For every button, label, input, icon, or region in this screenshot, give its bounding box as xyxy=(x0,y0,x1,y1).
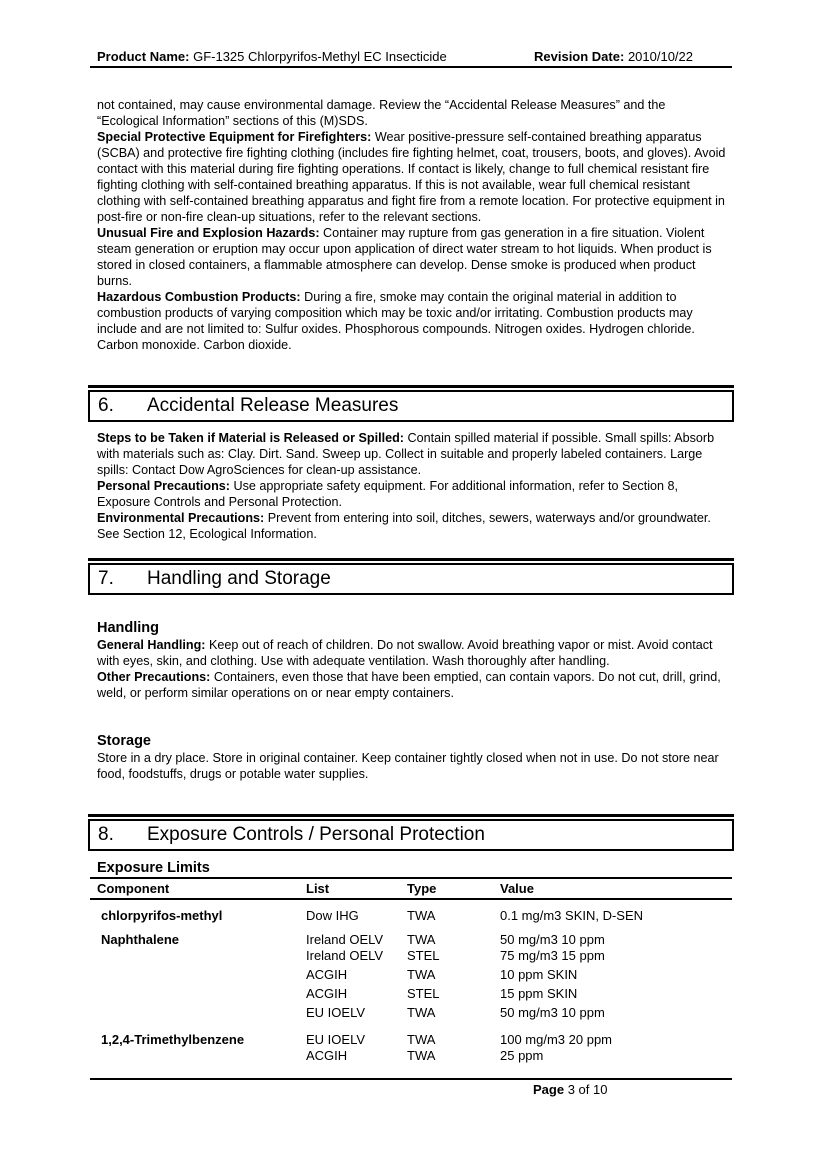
page-number: Page 3 of 10 xyxy=(533,1082,608,1097)
general-handling: General Handling: Keep out of reach of children. Do not swallow. Avoid breathing vapor or mist. Avoid contact with eyes, skin, and clothing. Use with adequate ventilation. Wash thoroughly after handling. xyxy=(97,638,713,668)
column-header-list: List xyxy=(306,881,330,896)
table-cell-value: 10 ppm SKIN xyxy=(500,967,578,982)
column-header-component: Component xyxy=(97,881,170,896)
exposure-limits-heading: Exposure Limits xyxy=(97,860,210,876)
section-title: Accidental Release Measures xyxy=(147,395,399,416)
table-cell-component: 1,2,4-Trimethylbenzene xyxy=(101,1032,245,1047)
table-cell-value: 0.1 mg/m3 SKIN, D-SEN xyxy=(500,908,644,923)
spill-steps: Steps to be Taken if Material is Released or Spilled: Contain spilled material if possible. Small spills: Absorb with materials such as: Clay. Dirt. Sand. Sweep up. Collect in suitable and properly labeled containers. Large spills: Contact Dow AgroSciences for clean-up assistance. xyxy=(97,431,715,477)
footer-rule xyxy=(90,1078,732,1080)
table-cell-value: 15 ppm SKIN xyxy=(500,986,578,1001)
page-header xyxy=(97,49,732,67)
header-rule xyxy=(90,66,732,68)
table-cell-value: 50 mg/m3 10 ppm xyxy=(500,932,605,947)
table-cell-type: TWA xyxy=(407,932,436,947)
table-cell-list: Ireland OELV xyxy=(306,932,384,947)
table-cell-list: ACGIH xyxy=(306,967,348,982)
fire-fighting-text xyxy=(97,97,727,353)
storage-text: Store in a dry place. Store in original container. Keep container tightly closed when not in use. Do not store near food, foodstuffs, drugs or potable water supplies. xyxy=(97,751,719,781)
fire-hazards: Unusual Fire and Explosion Hazards: Container may rupture from gas generation in a fire situation. Violent steam generation or eruption may occur upon application of direct water stream to hot liquids. When product is stored in closed containers, a flammable atmosphere can develop. Dense smoke is produced when product burns. xyxy=(97,226,712,288)
table-cell-list: EU IOELV xyxy=(306,1005,366,1020)
product-name: Product Name: GF-1325 Chlorpyrifos-Methyl EC Insecticide xyxy=(97,49,447,64)
accidental-release-text xyxy=(97,430,727,542)
column-header-type: Type xyxy=(407,881,437,896)
table-cell-type: STEL xyxy=(407,986,440,1001)
table-cell-type: TWA xyxy=(407,967,436,982)
section-box xyxy=(88,563,734,595)
table-cell-type: TWA xyxy=(407,908,436,923)
storage-heading: Storage xyxy=(97,733,151,749)
table-cell-type: TWA xyxy=(407,1048,436,1063)
section-rule xyxy=(88,385,734,388)
section-rule xyxy=(88,814,734,817)
section-number: 6. xyxy=(98,395,114,416)
table-cell-value: 25 ppm xyxy=(500,1048,544,1063)
handling-text xyxy=(97,637,727,701)
section-box xyxy=(88,390,734,422)
section-title: Handling and Storage xyxy=(147,568,331,589)
table-cell-component: chlorpyrifos-methyl xyxy=(101,908,223,923)
column-header-value: Value xyxy=(500,881,534,896)
handling-heading: Handling xyxy=(97,620,160,636)
combustion-products: Hazardous Combustion Products: During a fire, smoke may contain the original material in addition to combustion products of varying composition which may be toxic and/or irritating. Combustion products may include and are not limited to: Sulfur oxides. Phosphorous compounds. Nitrogen oxides. Hydrogen chloride. Carbon monoxide. Carbon dioxide. xyxy=(97,290,695,352)
table-cell-list: Ireland OELV xyxy=(306,948,384,963)
environmental-precautions: Environmental Precautions: Prevent from entering into soil, ditches, sewers, waterways and/or groundwater. See Section 12, Ecological Information. xyxy=(97,511,711,541)
section-rule xyxy=(88,558,734,561)
table-cell-list: ACGIH xyxy=(306,1048,348,1063)
table-cell-component: Naphthalene xyxy=(101,932,180,947)
table-cell-value: 100 mg/m3 20 ppm xyxy=(500,1032,613,1047)
table-header-rule xyxy=(90,898,732,900)
table-cell-list: Dow IHG xyxy=(306,908,359,923)
section-number: 8. xyxy=(98,824,114,845)
revision-date: Revision Date: 2010/10/22 xyxy=(534,49,694,64)
table-cell-list: EU IOELV xyxy=(306,1032,366,1047)
table-cell-type: STEL xyxy=(407,948,440,963)
personal-precautions: Personal Precautions: Use appropriate safety equipment. For additional information, refer to Section 8, Exposure Controls and Personal Protection. xyxy=(97,479,679,509)
table-cell-list: ACGIH xyxy=(306,986,348,1001)
section-title: Exposure Controls / Personal Protection xyxy=(147,824,485,845)
table-cell-value: 50 mg/m3 10 ppm xyxy=(500,1005,605,1020)
section-number: 7. xyxy=(98,568,114,589)
table-cell-type: TWA xyxy=(407,1005,436,1020)
other-precautions: Other Precautions: Containers, even those that have been emptied, can contain vapors. Do not cut, drill, grind, weld, or perform similar operations on or near empty containers. xyxy=(97,670,721,700)
section-box xyxy=(88,819,734,851)
table-cell-type: TWA xyxy=(407,1032,436,1047)
firefighter-ppe: Special Protective Equipment for Firefighters: Wear positive-pressure self-contained breathing apparatus (SCBA) and protective fire fighting clothing (includes fire fighting helmet, coat, trousers, boots, and gloves). Avoid contact with this material during fire fighting operations. If contact is likely, change to full chemical resistant fire fighting clothing with self-contained breathing apparatus. If this is not available, wear full chemical resistant clothing with self-contained breathing apparatus and fight fire from a remote location. For protective equipment in post-fire or non-fire clean-up situations, refer to the relevant sections. xyxy=(97,130,726,224)
fire-intro: not contained, may cause environmental damage. Review the “Accidental Release Measures” and the “Ecological Information” sections of this (M)SDS. xyxy=(97,98,666,128)
table-top-rule xyxy=(90,877,732,879)
table-cell-value: 75 mg/m3 15 ppm xyxy=(500,948,605,963)
